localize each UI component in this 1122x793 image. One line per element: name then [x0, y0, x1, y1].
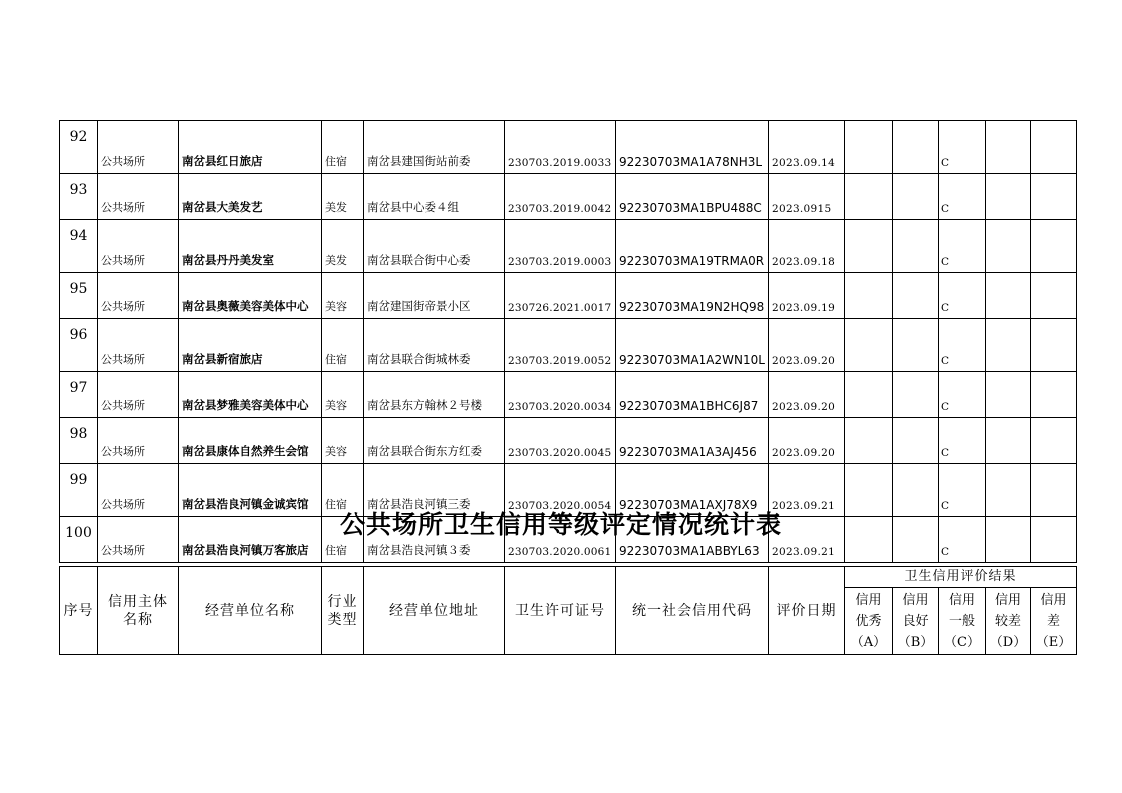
subject-cell: 公共场所 [98, 517, 179, 563]
grade-empty-cell [845, 319, 893, 372]
seq-cell: 98 [60, 418, 98, 464]
subject-cell: 公共场所 [98, 418, 179, 464]
table-row [60, 418, 1077, 464]
grade-empty-cell [1031, 220, 1077, 273]
header-seq: 序号 [60, 567, 98, 655]
credit-code-cell: 92230703MA1ABBYL63 [616, 517, 769, 563]
header-grade-3 [986, 588, 1031, 655]
header-grade-1 [893, 588, 939, 655]
industry-type-cell: 住宿 [322, 517, 364, 563]
license-cell: 230703.2019.0003 [505, 220, 616, 273]
header-grade-line1: 信用 [1040, 592, 1067, 608]
industry-type-cell: 美容 [322, 372, 364, 418]
header-grade-line3: （C） [944, 634, 980, 650]
header-grade-line2: 良好 [902, 613, 929, 629]
header-grade-line1: 信用 [948, 592, 975, 608]
business-name-cell: 南岔县奥薇美容美体中心 [179, 273, 322, 319]
grade-empty-cell [893, 372, 939, 418]
records-body [60, 121, 1077, 563]
grade-c-cell: C [939, 220, 986, 273]
grade-c-cell: C [939, 121, 986, 174]
license-cell: 230703.2019.0033 [505, 121, 616, 174]
address-cell: 南岔县浩良河镇三委 [364, 464, 505, 517]
credit-code-cell: 92230703MA1A78NH3L [616, 121, 769, 174]
seq-cell: 93 [60, 174, 98, 220]
header-grade-line1: 信用 [855, 592, 882, 608]
grade-empty-cell [845, 372, 893, 418]
grade-c-cell: C [939, 464, 986, 517]
date-cell: 2023.09.20 [769, 372, 845, 418]
address-cell: 南岔县联合街城林委 [364, 319, 505, 372]
industry-type-cell: 住宿 [322, 121, 364, 174]
grade-empty-cell [1031, 174, 1077, 220]
industry-type-cell: 美发 [322, 220, 364, 273]
header-subject [98, 567, 179, 655]
credit-code-cell: 92230703MA1AXJ78X9 [616, 464, 769, 517]
header-grade-4 [1031, 588, 1077, 655]
grade-c-cell: C [939, 273, 986, 319]
date-cell: 2023.09.14 [769, 121, 845, 174]
seq-cell: 96 [60, 319, 98, 372]
grade-empty-cell [986, 372, 1031, 418]
business-name-cell: 南岔县新宿旅店 [179, 319, 322, 372]
industry-type-cell: 美容 [322, 273, 364, 319]
credit-code-cell: 92230703MA19N2HQ98 [616, 273, 769, 319]
grade-empty-cell [986, 174, 1031, 220]
header-subject-line1: 信用主体 [108, 593, 168, 610]
address-cell: 南岔县联合街中心委 [364, 220, 505, 273]
credit-code-cell: 92230703MA1BPU488C [616, 174, 769, 220]
credit-code-cell: 92230703MA1BHC6J87 [616, 372, 769, 418]
grade-empty-cell [1031, 273, 1077, 319]
date-cell: 2023.09.19 [769, 273, 845, 319]
license-cell: 230703.2020.0045 [505, 418, 616, 464]
date-cell: 2023.09.18 [769, 220, 845, 273]
header-grade-line3: （B） [897, 634, 934, 650]
header-license: 卫生许可证号 [505, 567, 616, 655]
grade-empty-cell [845, 418, 893, 464]
header-grade-line3: （A） [850, 634, 887, 650]
header-grade-line1: 信用 [994, 592, 1021, 608]
header-grade-line3: （D） [989, 634, 1027, 650]
grade-empty-cell [893, 220, 939, 273]
industry-type-cell: 住宿 [322, 319, 364, 372]
grade-empty-cell [1031, 418, 1077, 464]
header-type [322, 567, 364, 655]
grade-empty-cell [986, 220, 1031, 273]
credit-code-cell: 92230703MA1A3AJ456 [616, 418, 769, 464]
grade-c-cell: C [939, 418, 986, 464]
grade-empty-cell [1031, 319, 1077, 372]
subject-cell: 公共场所 [98, 464, 179, 517]
table-row [60, 372, 1077, 418]
license-cell: 230703.2019.0042 [505, 174, 616, 220]
grade-empty-cell [893, 418, 939, 464]
subject-cell: 公共场所 [98, 372, 179, 418]
table-row [60, 174, 1077, 220]
header-address: 经营单位地址 [364, 567, 505, 655]
seq-cell: 99 [60, 464, 98, 517]
grade-empty-cell [893, 174, 939, 220]
header-subject-line2: 名称 [123, 611, 153, 628]
license-cell: 230703.2020.0034 [505, 372, 616, 418]
grade-empty-cell [893, 319, 939, 372]
license-cell: 230703.2020.0061 [505, 517, 616, 563]
header-grade-line3: （E） [1035, 634, 1072, 650]
business-name-cell: 南岔县丹丹美发室 [179, 220, 322, 273]
license-cell: 230726.2021.0017 [505, 273, 616, 319]
subject-cell: 公共场所 [98, 174, 179, 220]
header-type-line2: 类型 [327, 611, 358, 628]
date-cell: 2023.09.20 [769, 418, 845, 464]
license-cell: 230703.2020.0054 [505, 464, 616, 517]
subject-cell: 公共场所 [98, 220, 179, 273]
header-table [59, 566, 1077, 655]
header-date: 评价日期 [769, 567, 845, 655]
date-cell: 2023.09.20 [769, 319, 845, 372]
address-cell: 南岔县联合街东方红委 [364, 418, 505, 464]
grade-empty-cell [845, 121, 893, 174]
grade-c-cell: C [939, 517, 986, 563]
grade-empty-cell [986, 418, 1031, 464]
industry-type-cell: 住宿 [322, 464, 364, 517]
grade-empty-cell [986, 319, 1031, 372]
table-row [60, 273, 1077, 319]
address-cell: 南岔县建国街站前委 [364, 121, 505, 174]
date-cell: 2023.0915 [769, 174, 845, 220]
industry-type-cell: 美容 [322, 418, 364, 464]
business-name-cell: 南岔县梦雅美容美体中心 [179, 372, 322, 418]
records-table [59, 120, 1077, 563]
grade-c-cell: C [939, 174, 986, 220]
date-cell: 2023.09.21 [769, 464, 845, 517]
business-name-cell: 南岔县康体自然养生会馆 [179, 418, 322, 464]
grade-empty-cell [986, 121, 1031, 174]
seq-cell: 95 [60, 273, 98, 319]
seq-cell: 92 [60, 121, 98, 174]
credit-code-cell: 92230703MA19TRMA0R [616, 220, 769, 273]
subject-cell: 公共场所 [98, 121, 179, 174]
seq-cell: 100 [60, 517, 98, 563]
header-grade-2 [939, 588, 986, 655]
address-cell: 南岔县浩良河镇３委 [364, 517, 505, 563]
grade-empty-cell [845, 273, 893, 319]
header-grade-line2: 较差 [994, 613, 1021, 629]
grade-empty-cell [986, 273, 1031, 319]
table-row [60, 121, 1077, 174]
business-name-cell: 南岔县大美发艺 [179, 174, 322, 220]
table-row [60, 220, 1077, 273]
header-grade-line1: 信用 [902, 592, 929, 608]
header-result-group: 卫生信用评价结果 [845, 567, 1077, 588]
header-grade-line2: 差 [1047, 613, 1061, 629]
subject-cell: 公共场所 [98, 273, 179, 319]
table-row [60, 319, 1077, 372]
business-name-cell: 南岔县浩良河镇金诚宾馆 [179, 464, 322, 517]
industry-type-cell: 美发 [322, 174, 364, 220]
header-grade-line2: 优秀 [855, 613, 882, 629]
header-grade-line2: 一般 [948, 613, 975, 629]
header-credit-code: 统一社会信用代码 [616, 567, 769, 655]
grade-empty-cell [893, 121, 939, 174]
grade-c-cell: C [939, 372, 986, 418]
header-type-line1: 行业 [327, 593, 358, 610]
grade-c-cell: C [939, 319, 986, 372]
business-name-cell: 南岔县浩良河镇万客旅店 [179, 517, 322, 563]
address-cell: 南岔县东方翰林２号楼 [364, 372, 505, 418]
license-cell: 230703.2019.0052 [505, 319, 616, 372]
date-cell: 2023.09.21 [769, 517, 845, 563]
credit-code-cell: 92230703MA1A2WN10L [616, 319, 769, 372]
grade-empty-cell [893, 273, 939, 319]
seq-cell: 97 [60, 372, 98, 418]
header-name: 经营单位名称 [179, 567, 322, 655]
grade-empty-cell [1031, 121, 1077, 174]
address-cell: 南岔县中心委４组 [364, 174, 505, 220]
grade-empty-cell [1031, 372, 1077, 418]
grade-empty-cell [845, 174, 893, 220]
header-grade-0 [845, 588, 893, 655]
grade-empty-cell [845, 220, 893, 273]
subject-cell: 公共场所 [98, 319, 179, 372]
form-title: 公共场所卫生信用等级评定情况统计表 [339, 510, 782, 539]
address-cell: 南岔建国街帝景小区 [364, 273, 505, 319]
business-name-cell: 南岔县红日旅店 [179, 121, 322, 174]
seq-cell: 94 [60, 220, 98, 273]
